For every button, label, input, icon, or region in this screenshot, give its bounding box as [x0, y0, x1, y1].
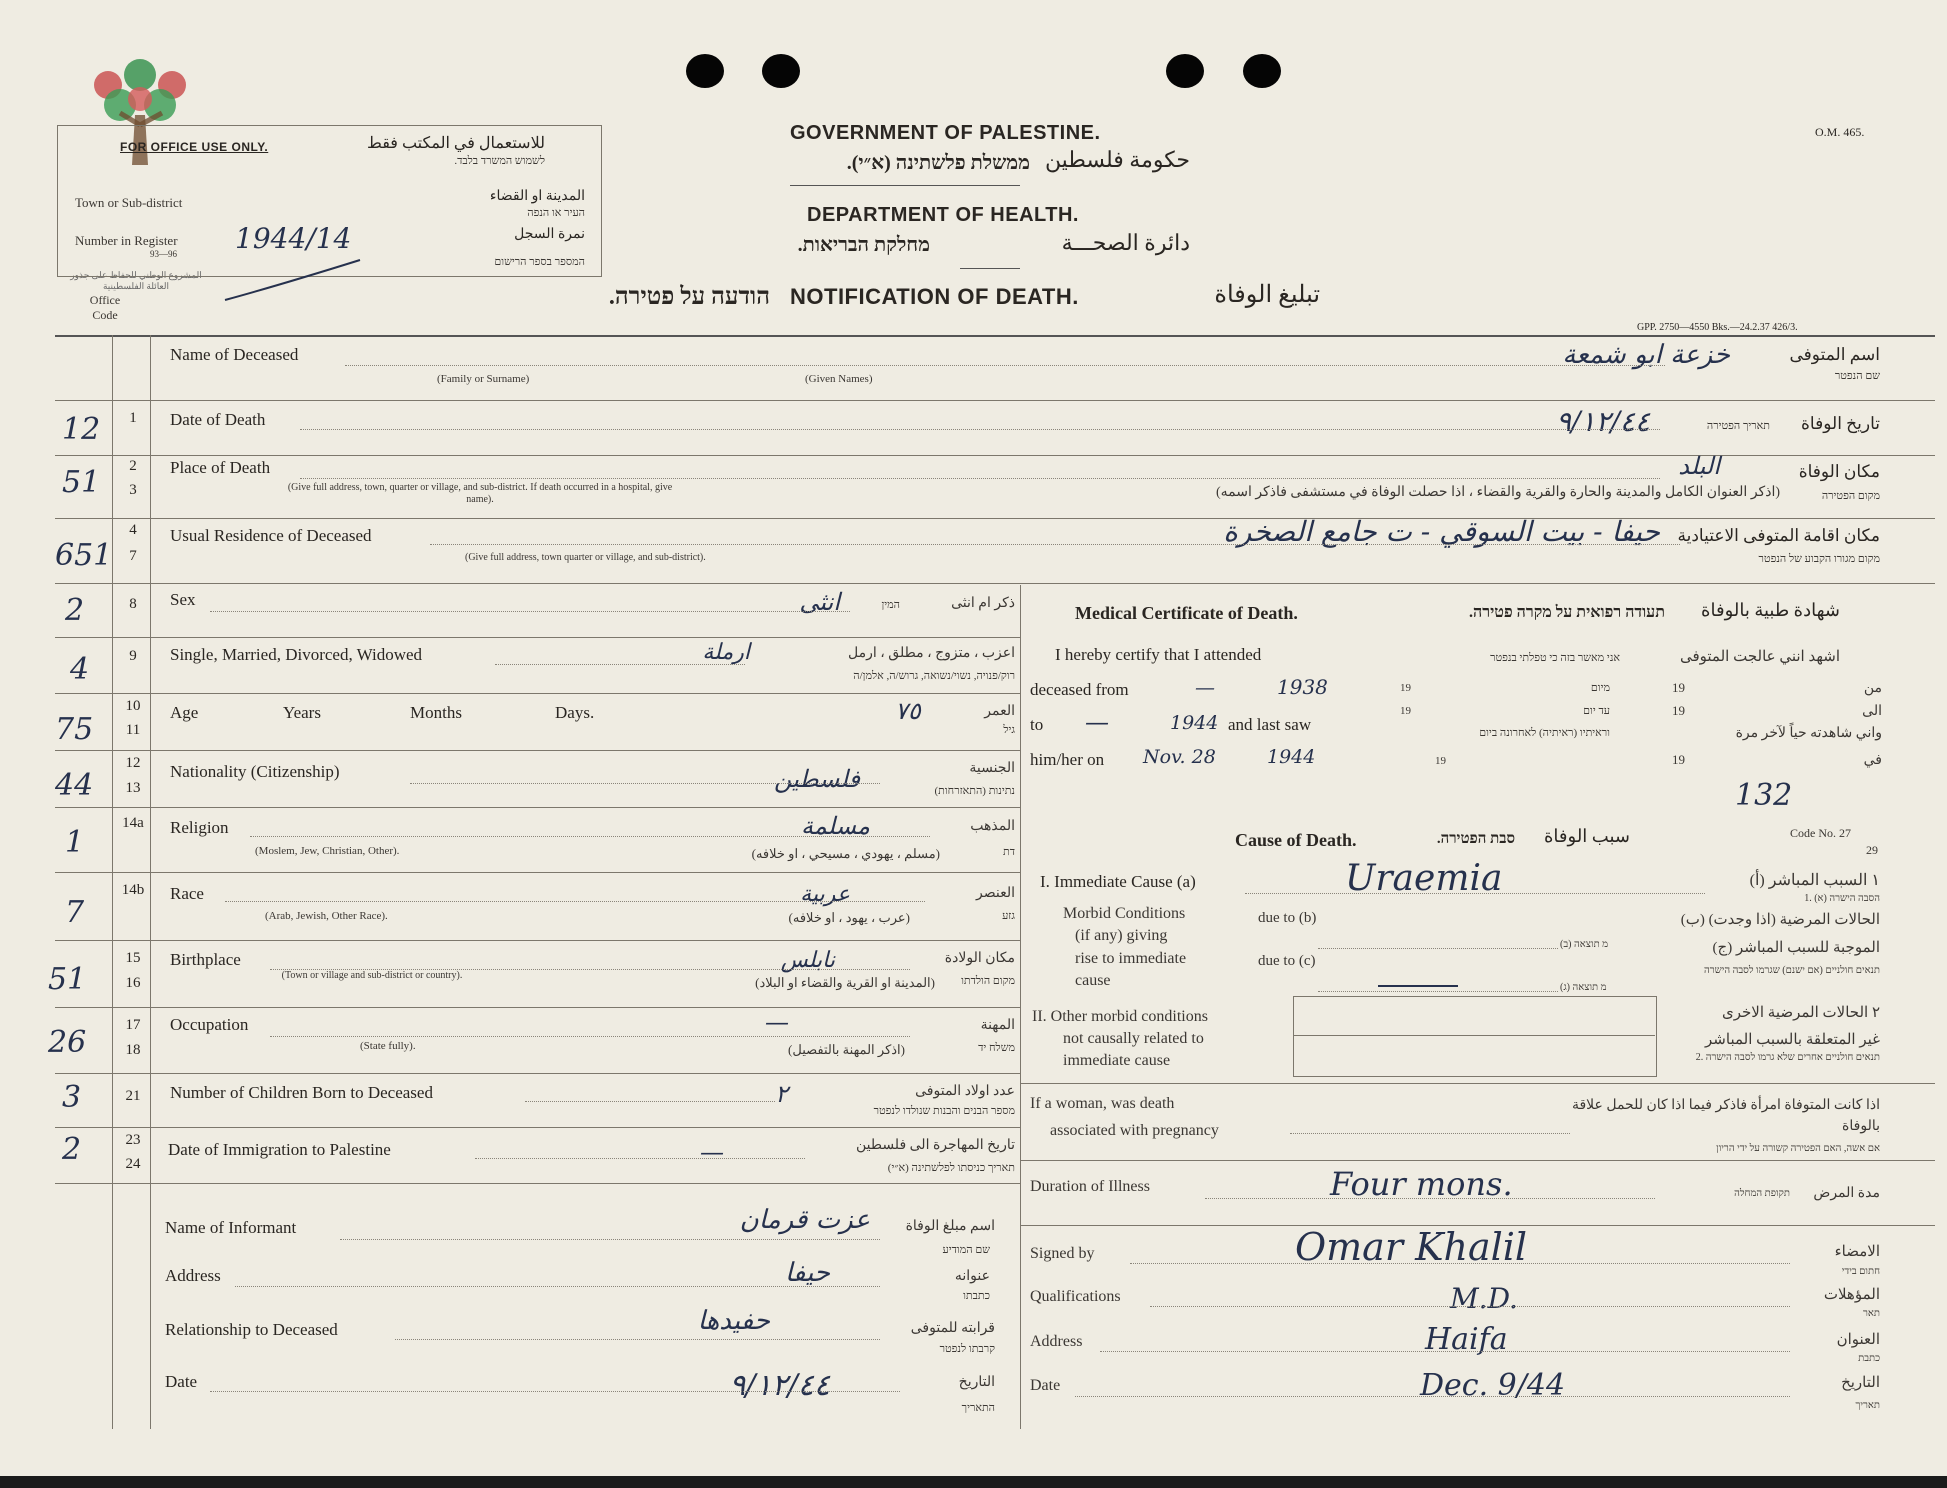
cause-code-value: 132 [1735, 778, 1793, 813]
fill-line [250, 835, 930, 837]
informant-name-label-ar: اسم مبلغ الوفاة [905, 1219, 995, 1234]
register-label-he: המספר בספר הרישום [494, 256, 585, 268]
row-rule [55, 400, 1935, 401]
residence-sub: (Give full address, town quarter or village, and sub-district). [465, 552, 706, 563]
due-c-label: due to (c) [1258, 953, 1316, 969]
code-label-2: 29 [1866, 843, 1878, 857]
himher-label-ar: في [1863, 753, 1882, 768]
illness-value: Four mons. [1330, 1165, 1513, 1203]
row-rule [55, 750, 1020, 751]
signed-label-ar: الامضاء [1834, 1244, 1880, 1260]
margin-code: 12 [62, 412, 101, 447]
fill-line [210, 610, 850, 612]
cause-c-dash [1378, 985, 1458, 987]
punch-hole [1166, 54, 1204, 88]
town-label-ar: المدينة او القضاء [489, 189, 585, 204]
dept-title-en: DEPARTMENT OF HEALTH. [807, 204, 1079, 226]
row-number: 8 [129, 596, 137, 612]
from-label: deceased from [1030, 680, 1129, 699]
woman-label-he: אם אשה, האם הפטירה קשורה על ידי הריון [1716, 1143, 1880, 1154]
doctor-address-label-ar: العنوان [1836, 1332, 1880, 1348]
sex-label-he: המין [881, 599, 900, 611]
religion-value: مسلمة [801, 812, 870, 840]
label-c-he: (ג) מ תוצאה [1560, 982, 1607, 993]
office-use-title-ar: للاستعمال في المكتب فقط [367, 135, 545, 152]
to-tail: and last saw [1228, 715, 1312, 734]
margin-code: 51 [62, 465, 101, 500]
illness-label: Duration of Illness [1030, 1178, 1150, 1195]
medical-title-ar: شهادة طبية بالوفاة [1701, 600, 1840, 620]
name-family-sub: (Family or Surname) [437, 373, 530, 385]
row-number: 7 [129, 548, 137, 564]
nationality-label: Nationality (Citizenship) [170, 762, 340, 781]
name-given-sub: (Given Names) [805, 373, 873, 385]
title-rule [790, 185, 1020, 186]
immigration-value: — [700, 1138, 724, 1166]
from-dash: — [1195, 675, 1215, 699]
occupation-value: — [765, 1008, 789, 1036]
row-number: 24 [125, 1156, 141, 1172]
row-number: 13 [125, 780, 141, 796]
fill-line [395, 1338, 880, 1340]
punch-hole [762, 54, 800, 88]
doctor-date-label: Date [1030, 1377, 1061, 1394]
signature: Omar Khalil [1295, 1225, 1528, 1269]
immigration-label: Date of Immigration to Palestine [168, 1140, 391, 1159]
place-sub-ar: (اذكر العنوان الكامل والمدينة والحارة والقرية والقضاء ، اذا حصلت الوفاة في مستشفى فاذكر اسمه) [1215, 485, 1780, 500]
qualifications-label-ar: المؤهلات [1823, 1287, 1880, 1303]
other-label-he: תנאים חולניים אחרים שלא גרמו לסבה הישרה .2 [1695, 1052, 1880, 1063]
row-number: 23 [125, 1132, 141, 1148]
himher-prefix-he: 19 [1435, 755, 1446, 767]
logo-caption: المشروع الوطني للحفاظ على جذور العائلة الفلسطينية [70, 270, 202, 291]
to-prefix-he: 19 [1400, 705, 1411, 717]
fill-line [1130, 1262, 1790, 1264]
fill-line [1245, 892, 1705, 894]
row-rule [55, 807, 1020, 808]
margin-code: 3 [62, 1080, 82, 1115]
sex-label: Sex [170, 590, 196, 609]
informant-relation-label: Relationship to Deceased [165, 1320, 338, 1339]
row-number: 14b [121, 882, 145, 898]
doctor-address-value: Haifa [1425, 1322, 1508, 1357]
row-rule [1020, 1083, 1935, 1084]
fill-line [475, 1157, 805, 1159]
other-label-3: immediate cause [1063, 1052, 1171, 1069]
other-label-1: II. Other morbid conditions [1032, 1008, 1208, 1025]
other-label-ar-2: غير المتعلقة بالسبب المباشر [1705, 1032, 1880, 1048]
table-top-rule [55, 335, 1935, 337]
column-divider [1020, 585, 1021, 1429]
register-number: 1944/14 [235, 222, 352, 255]
from-prefix-he: 19 [1400, 682, 1411, 694]
informant-relation-label-he: קרבתו לנפטר [939, 1343, 995, 1355]
woman-label-ar: اذا كانت المتوفاة امرأة فاذكر فيما اذا كان للحمل علاقة بالوفاة [1571, 1098, 1880, 1134]
morbid-label-he: תנאים חולניים (אם ישנם) שגרמו לסבה הישרה [1703, 965, 1880, 976]
informant-address-label-he: כתבתו [963, 1290, 990, 1302]
morbid-label-4: cause [1075, 972, 1111, 989]
name-value: خزعة ابو شمعة [1562, 340, 1730, 370]
from-year: 1938 [1277, 675, 1328, 699]
informant-date-value: ٩/١٢/٤٤ [729, 1368, 830, 1403]
marital-label-ar: اعزب ، متزوج ، مطلق ، ارمل [848, 646, 1015, 661]
row-number: 11 [125, 722, 141, 738]
other-conditions-box [1293, 996, 1657, 1077]
woman-label-2: associated with pregnancy [1050, 1122, 1219, 1139]
residence-label-ar: مكان اقامة المتوفى الاعتيادية [1677, 526, 1880, 545]
form-code: O.M. 465. [1815, 125, 1865, 139]
illness-label-ar: مدة المرض [1813, 1186, 1880, 1201]
immediate-label-ar: ١ السبب المباشر (أ) [1749, 872, 1880, 889]
margin-code: 651 [55, 538, 113, 573]
sex-label-ar: ذكر ام انثى [951, 596, 1015, 611]
fill-line [525, 1100, 775, 1102]
doctor-date-value: Dec. 9/44 [1420, 1368, 1566, 1403]
fill-line [1150, 1305, 1790, 1307]
row-rule [55, 1127, 1020, 1128]
saw-label-ar: واني شاهدته حياً لآخر مرة [1735, 726, 1882, 741]
immigration-label-he: תאריך כניסתו לפלשתינה (א״י) [887, 1162, 1015, 1174]
row-rule [1020, 1160, 1935, 1161]
fill-line [340, 1238, 880, 1240]
age-years-label: Years [283, 703, 321, 722]
informant-relation-value: حفيدها [697, 1306, 770, 1336]
label-b-he: (ב) מ תוצאה [1560, 939, 1609, 950]
fill-line [1318, 990, 1558, 992]
row-number: 1 [129, 410, 137, 426]
informant-date-label: Date [165, 1372, 198, 1391]
woman-label-1: If a woman, was death [1030, 1095, 1175, 1112]
informant-address-value: حيفا [785, 1258, 830, 1288]
informant-relation-label-ar: قرابته للمتوفى [910, 1321, 995, 1336]
row-rule [55, 693, 1020, 694]
residence-label-he: מקום מגורו הקבוע של הנפטר [1758, 553, 1880, 565]
name-label-he: שם הנפטר [1834, 370, 1880, 382]
death-date-label-ar: تاريخ الوفاة [1801, 414, 1880, 433]
race-label-ar: العنصر [976, 886, 1015, 901]
religion-label-he: דת [1003, 846, 1015, 858]
row-rule [55, 1073, 1020, 1074]
name-label: Name of Deceased [170, 345, 299, 364]
informant-name-label-he: שם המודיע [942, 1244, 990, 1256]
certify-ar: اشهد انني عالجت المتوفى [1679, 649, 1840, 665]
register-sub: 93—96 [150, 249, 177, 259]
race-label: Race [170, 884, 204, 903]
place-label-he: מקום הפטירה [1821, 490, 1880, 502]
due-b-label: due to (b) [1258, 910, 1317, 926]
row-number: 3 [129, 482, 137, 498]
saw-label-he: וראיתיו (ראיתיה) לאחרונה ביום [1479, 727, 1610, 739]
certify-he: אני מאשר בזה כי טפלתי בנפטר [1490, 652, 1620, 664]
other-label-ar: ٢ الحالات المرضية الاخرى [1722, 1005, 1880, 1021]
notification-title-ar: تبليغ الوفاة [1214, 282, 1320, 308]
doctor-date-label-ar: التاريخ [1841, 1375, 1880, 1391]
margin-code: 2 [65, 593, 85, 628]
fill-line [430, 543, 1680, 545]
birthplace-label: Birthplace [170, 950, 241, 969]
fill-line [1290, 1132, 1570, 1134]
row-rule [55, 940, 1020, 941]
death-date-label: Date of Death [170, 410, 266, 429]
margin-code: 75 [55, 712, 94, 747]
occupation-sub: (State fully). [360, 1040, 416, 1052]
himher-label: him/her on [1030, 750, 1105, 769]
occupation-label: Occupation [170, 1015, 249, 1034]
row-rule [55, 583, 1935, 584]
fill-line [1318, 947, 1558, 949]
occupation-sub-ar: (اذكر المهنة بالتفصيل) [788, 1042, 905, 1057]
number-rule [150, 335, 151, 1429]
office-code-label: Office Code [89, 293, 121, 322]
himher-year: 1944 [1267, 746, 1316, 768]
fill-line [300, 428, 1660, 430]
place-label-ar: مكان الوفاة [1798, 462, 1880, 481]
row-rule [55, 872, 1020, 873]
place-sub: (Give full address, town, quarter or village, and sub-district. If death occurred in a hospital, give name). [287, 482, 673, 505]
religion-sub-ar: (مسلم ، يهودي ، مسيحي ، او خلافه) [751, 846, 940, 861]
age-months-label: Months [410, 703, 462, 722]
cause-title-he: סבת הפטירה. [1436, 831, 1515, 847]
row-number: 4 [129, 522, 137, 538]
nationality-label-he: נתינות (התאזרחות) [934, 785, 1015, 797]
birthplace-label-ar: مكان الولادة [944, 951, 1015, 966]
margin-rule [112, 335, 113, 1429]
age-label-he: גיל [1003, 724, 1015, 736]
marital-label-he: רוק/פנויה, נשוי/נשואה, גרוש/ה, אלמן/ה [853, 670, 1015, 682]
register-scribble [220, 240, 380, 310]
informant-date-label-ar: التاريخ [958, 1375, 995, 1390]
race-sub-ar: (عرب ، يهود ، او خلافه) [788, 910, 910, 925]
children-label-he: מספר הבנים והבנות שנולדו לנפטר [873, 1105, 1015, 1117]
row-number: 21 [125, 1088, 141, 1104]
to-label-he: עד יום [1583, 705, 1610, 717]
place-label: Place of Death [170, 458, 271, 477]
immediate-value: Uraemia [1345, 858, 1503, 899]
to-dash: — [1085, 708, 1109, 736]
informant-date-label-he: התאריך [961, 1402, 995, 1414]
punch-hole [686, 54, 724, 88]
informant-name-value: عزت قرمان [739, 1205, 870, 1235]
to-year: 1944 [1170, 712, 1219, 734]
morbid-label-3: rise to immediate [1075, 950, 1187, 967]
certify-en: I hereby certify that I attended [1055, 645, 1262, 664]
register-label: Number in Register [75, 233, 178, 248]
signed-label: Signed by [1030, 1245, 1095, 1262]
morbid-label-ar-2: الموجبة للسبب المباشر (ج) [1712, 940, 1880, 956]
children-label-ar: عدد اولاد المتوفى [915, 1084, 1015, 1099]
row-rule [55, 1007, 1020, 1008]
row-number: 16 [125, 975, 141, 991]
notification-title-en: NOTIFICATION OF DEATH. [790, 284, 1079, 309]
notification-title-he: הודעה על פטירה. [608, 284, 770, 310]
fill-line [225, 900, 925, 902]
occupation-label-ar: المهنة [980, 1018, 1015, 1033]
doctor-address-label: Address [1030, 1333, 1083, 1350]
immigration-label-ar: تاريخ المهاجرة الى فلسطين [855, 1138, 1015, 1153]
qualifications-value: M.D. [1450, 1282, 1518, 1315]
town-label-he: העיר או הנפה [527, 207, 585, 219]
age-days-label: Days. [555, 703, 595, 722]
print-code: GPP. 2750—4550 Bks.—24.2.37 426/3. [1637, 322, 1798, 333]
informant-address-label: Address [165, 1266, 221, 1285]
fill-line [410, 782, 880, 784]
to-prefix-ar: 19 [1672, 703, 1685, 718]
children-label: Number of Children Born to Deceased [170, 1083, 433, 1102]
marital-value: ارملة [702, 640, 750, 665]
religion-sub: (Moslem, Jew, Christian, Other). [255, 845, 400, 857]
from-prefix-ar: 19 [1672, 680, 1685, 695]
to-label: to [1030, 715, 1044, 734]
town-label: Town or Sub-district [75, 195, 183, 210]
immediate-label-he: הסבה הישרה (א) .1 [1804, 893, 1880, 904]
from-label-he: מיום [1590, 682, 1610, 694]
religion-label-ar: المذهب [970, 819, 1015, 834]
signed-label-he: חתום בידי [1841, 1266, 1880, 1277]
himher-prefix-ar: 19 [1672, 752, 1685, 767]
row-number: 14a [122, 815, 144, 831]
occupation-label-he: משלח יד [978, 1042, 1015, 1054]
row-number: 10 [125, 698, 141, 714]
row-number: 15 [125, 950, 141, 966]
residence-value: حيفا - بيت السوقي - ت جامع الصخرة [1223, 515, 1660, 548]
medical-title-en: Medical Certificate of Death. [1075, 603, 1298, 623]
immediate-label: I. Immediate Cause (a) [1040, 872, 1196, 891]
row-number: 18 [125, 1042, 141, 1058]
dept-title-he: מחלקת הבריאות. [797, 234, 930, 256]
marital-label: Single, Married, Divorced, Widowed [170, 645, 423, 664]
informant-address-label-ar: عنوانه [954, 1269, 990, 1284]
other-box-mid [1293, 1035, 1655, 1036]
residence-label: Usual Residence of Deceased [170, 526, 372, 545]
office-use-title: FOR OFFICE USE ONLY. [120, 140, 269, 154]
title-rule [960, 268, 1020, 269]
doctor-address-label-he: כתבת [1858, 1353, 1880, 1364]
row-rule [55, 637, 1020, 638]
birthplace-sub: (Town or village and sub-district or country). [281, 970, 463, 981]
race-value: عربية [800, 882, 850, 907]
birthplace-label-he: מקום הולדתו [961, 975, 1015, 987]
dept-title-ar: دائرة الصحـــة [1061, 230, 1190, 255]
fill-line [235, 1285, 880, 1287]
cause-title-en: Cause of Death. [1235, 830, 1357, 850]
morbid-label-ar: الحالات المرضية (اذا وجدت) (ب) [1680, 912, 1880, 928]
death-date-value: ٩/١٢/٤٤ [1555, 405, 1650, 438]
margin-code: 7 [65, 895, 85, 930]
fill-line [270, 968, 910, 970]
fill-line [1075, 1395, 1790, 1397]
fill-line [1100, 1350, 1790, 1352]
row-number: 9 [129, 648, 137, 664]
row-rule [55, 1183, 1020, 1184]
row-number: 17 [125, 1017, 141, 1033]
illness-label-he: תקופת המחלה [1734, 1188, 1790, 1199]
doctor-date-label-he: תאריך [1855, 1400, 1880, 1411]
margin-code: 44 [55, 768, 94, 803]
morbid-label-1: Morbid Conditions [1063, 905, 1186, 922]
to-label-ar: الى [1862, 704, 1882, 719]
margin-code: 4 [70, 652, 90, 687]
qualifications-label: Qualifications [1030, 1288, 1121, 1305]
nationality-value: فلسطين [773, 765, 860, 793]
gov-title-ar: حكومة فلسطين [1044, 147, 1190, 172]
fill-line [345, 364, 1665, 366]
margin-code: 2 [62, 1132, 82, 1167]
informant-name-label: Name of Informant [165, 1218, 297, 1237]
medical-title-he: תעודה רפואית על מקרה פטירה. [1469, 604, 1665, 621]
gov-title-en: GOVERNMENT OF PALESTINE. [790, 122, 1101, 144]
death-date-label-he: תאריך הפטירה [1706, 420, 1770, 432]
race-sub: (Arab, Jewish, Other Race). [265, 910, 388, 922]
cause-title-ar: سبب الوفاة [1544, 826, 1630, 846]
margin-code: 1 [65, 825, 85, 860]
fill-line [300, 477, 1660, 479]
race-label-he: גזע [1002, 910, 1015, 922]
religion-label: Religion [170, 818, 229, 837]
birthplace-value: نابلس [780, 948, 835, 973]
margin-code: 26 [48, 1025, 87, 1060]
himher-value: Nov. 28 [1143, 746, 1216, 768]
code-label: Code No. 27 [1790, 826, 1851, 840]
nationality-label-ar: الجنسية [969, 761, 1015, 776]
fill-line [210, 1390, 900, 1392]
fill-line [270, 1035, 910, 1037]
age-label-ar: العمر [984, 704, 1015, 719]
punch-hole [1243, 54, 1281, 88]
row-number: 2 [129, 458, 137, 474]
gov-title-he: ממשלת פלשתינה (א״י). [846, 152, 1030, 174]
row-number: 12 [125, 755, 141, 771]
children-value: ٢ [775, 1080, 788, 1108]
place-value: البلد [1678, 452, 1720, 480]
register-label-ar: نمرة السجل [514, 227, 585, 242]
birthplace-sub-ar: (المدينة او القرية والقضاء او البلاد) [755, 975, 935, 990]
sex-value: انثى [799, 588, 840, 616]
from-label-ar: من [1863, 681, 1882, 696]
fill-line [495, 663, 745, 665]
fill-line [1205, 1197, 1655, 1199]
age-label: Age [170, 703, 199, 722]
office-use-title-he: לשמוש המשרד בלבד. [454, 155, 545, 167]
morbid-label-2: (if any) giving [1075, 927, 1168, 944]
name-label-ar: اسم المتوفى [1789, 345, 1880, 364]
qualifications-label-he: תאר [1862, 1308, 1880, 1319]
age-value: ٧٥ [895, 697, 921, 725]
other-label-2: not causally related to [1063, 1030, 1204, 1047]
margin-code: 51 [48, 962, 87, 997]
